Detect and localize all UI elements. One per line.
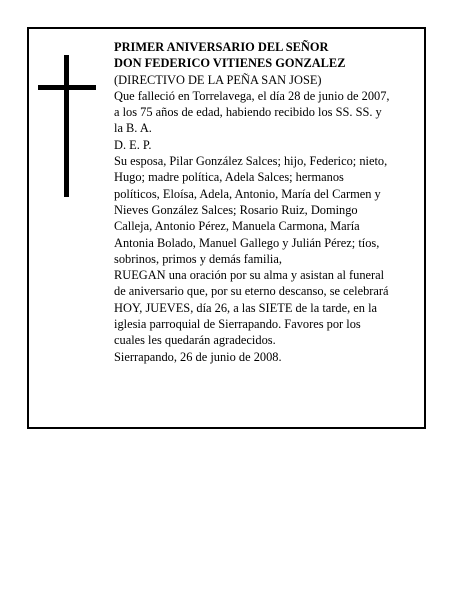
text-line: Antonia Bolado, Manuel Gallego y Julián Pérez; tíos,: [114, 235, 380, 250]
text-line: a los 75 años de edad, habiendo recibido los SS. SS. y: [114, 105, 382, 120]
text-line: la B. A.: [114, 121, 152, 136]
title-line-1: PRIMER ANIVERSARIO DEL SEÑOR: [114, 40, 329, 54]
text-line: iglesia parroquial de Sierrapando. Favores por los: [114, 317, 361, 332]
cross-vertical-bar: [64, 55, 69, 197]
text-line: de aniversario que, por su eterno descanso, se celebrará: [114, 284, 389, 299]
text-line: Calleja, Antonio Pérez, Manuela Carmona, María: [114, 219, 360, 234]
text-line: políticos, Eloísa, Adela, Antonio, María del Carmen y: [114, 186, 381, 201]
title-line-2: DON FEDERICO VITIENES GONZALEZ: [114, 56, 346, 71]
latin-cross-icon: [38, 55, 98, 197]
cross-horizontal-bar: [38, 85, 96, 90]
text-line: Que falleció en Torrelavega, el día 28 de junio de 2007,: [114, 88, 390, 103]
obituary-text: [114, 39, 424, 365]
date-line: Sierrapando, 26 de junio de 2008.: [114, 349, 282, 364]
text-line: Nieves González Salces; Rosario Ruiz, Domingo: [114, 202, 358, 217]
subtitle: (DIRECTIVO DE LA PEÑA SAN JOSE): [114, 72, 322, 87]
text-line: RUEGAN una oración por su alma y asistan al funeral: [114, 268, 385, 283]
text-line: Hugo; madre política, Adela Salces; hermanos: [114, 170, 344, 185]
text-line: Su esposa, Pilar González Salces; hijo, Federico; nieto,: [114, 154, 388, 169]
text-line: cuales les quedarán agradecidos.: [114, 333, 276, 348]
text-line: sobrinos, primos y demás familia,: [114, 251, 282, 266]
text-line: HOY, JUEVES, día 26, a las SIETE de la tarde, en la: [114, 300, 378, 315]
rip-line: D. E. P.: [114, 137, 152, 152]
